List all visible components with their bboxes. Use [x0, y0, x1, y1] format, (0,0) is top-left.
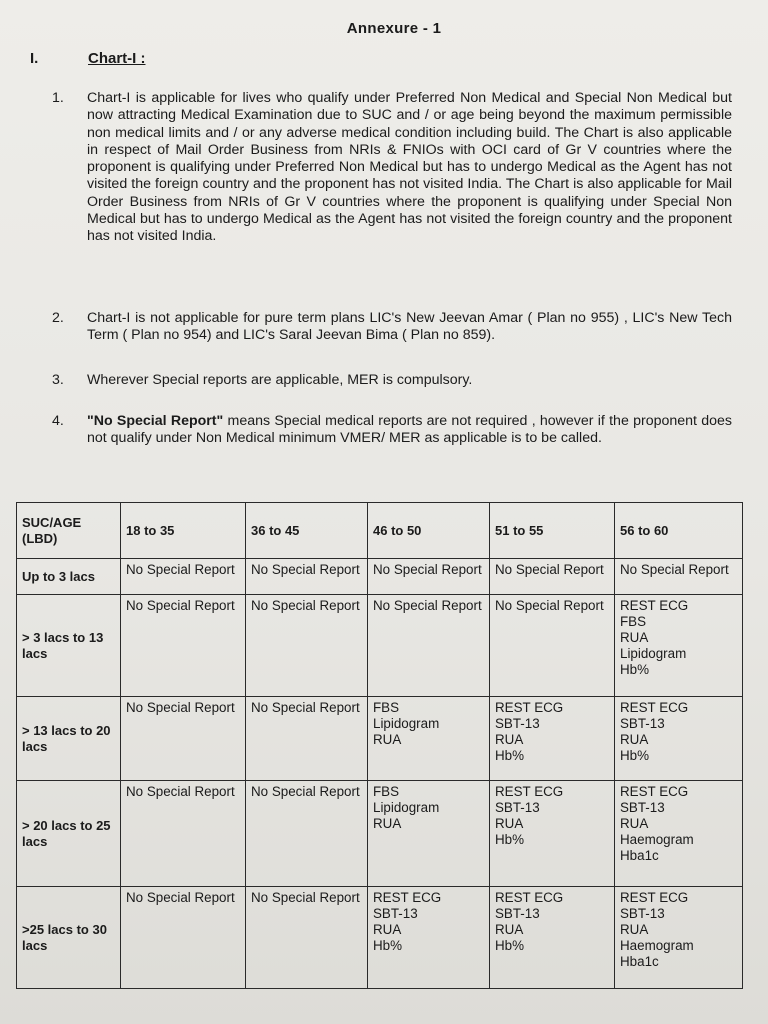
requirement-line: RUA [495, 732, 524, 747]
note-item-1 [52, 90, 732, 246]
sum-assured-label: Up to 3 lacs [17, 559, 121, 595]
requirement-line: Hb% [620, 748, 650, 763]
requirement-cell: No Special Report [246, 559, 368, 595]
requirement-cell: No Special Report [121, 559, 246, 595]
annexure-title: Annexure - 1 [346, 20, 442, 37]
note-number: 3. [52, 372, 64, 388]
age-header: 56 to 60 [615, 503, 743, 559]
requirement-line: Hb% [495, 832, 525, 847]
table-row [17, 559, 743, 595]
requirement-cell: No Special Report [121, 697, 246, 781]
requirement-line: RUA [620, 630, 649, 645]
requirement-cell: No Special Report [246, 697, 368, 781]
requirement-cell [368, 781, 490, 887]
requirement-line: SBT-13 [495, 800, 540, 815]
requirement-line: RUA [495, 816, 524, 831]
requirement-cell [490, 697, 615, 781]
requirement-cell: No Special Report [615, 559, 743, 595]
chart-table [16, 502, 743, 989]
requirement-line: SBT-13 [620, 906, 665, 921]
requirement-line: Hba1c [620, 954, 659, 969]
requirement-line: REST ECG [620, 784, 689, 799]
note-text: Wherever Special reports are applicable, MER is compulsory. [87, 372, 473, 388]
requirement-cell: No Special Report [368, 559, 490, 595]
section-number: I. [30, 50, 39, 67]
requirement-cell [615, 887, 743, 989]
requirement-cell [490, 887, 615, 989]
requirement-line: REST ECG [373, 890, 442, 905]
requirement-line: Lipidogram [373, 800, 440, 815]
sum-assured-label: > 3 lacs to 13 lacs [17, 595, 121, 697]
note-number: 4. [52, 413, 64, 429]
requirement-cell: No Special Report [490, 595, 615, 697]
sum-assured-label: >25 lacs to 30 lacs [17, 887, 121, 989]
requirement-line: REST ECG [495, 890, 564, 905]
requirement-line: REST ECG [495, 784, 564, 799]
requirement-line: REST ECG [495, 700, 564, 715]
requirement-cell [615, 595, 743, 697]
requirement-cell: No Special Report [368, 595, 490, 697]
requirement-line: RUA [495, 922, 524, 937]
requirement-line: FBS [373, 700, 400, 715]
age-header: 46 to 50 [368, 503, 490, 559]
note-text: Chart-I is applicable for lives who qualify under Preferred Non Medical and Special Non Medical but now attracting Medical Examination due to SUC and / or age being beyond the maximum permissible non medical limits and / or any adverse medical condition including build. The Chart is also applicable in respect of Mail Order Business from NRIs & FNIOs with OCI card of Gr V countries where the proponent is qualifying under Preferred Non Medical but has to undergo Medical as the Agent has not visited the foreign country and the proponent has not visited India. The Chart is also applicable for Mail Order Business from NRIs of Gr V countries where the proponent is qualifying under Special Non Medical but has to undergo Medical as the Agent has not visited the foreign country and the proponent has not visited India. [87, 90, 732, 245]
requirement-line: SBT-13 [495, 716, 540, 731]
requirement-cell [615, 781, 743, 887]
requirement-line: RUA [373, 816, 402, 831]
age-header: 18 to 35 [121, 503, 246, 559]
requirement-line: REST ECG [620, 890, 689, 905]
requirement-line: RUA [620, 922, 649, 937]
requirement-cell [368, 697, 490, 781]
requirement-line: Hb% [373, 938, 403, 953]
note-item-2 [52, 310, 732, 345]
note-bold-term: "No Special Report" [87, 413, 224, 429]
table-row [17, 781, 743, 887]
requirement-cell: No Special Report [121, 887, 246, 989]
requirement-line: Hb% [620, 662, 650, 677]
requirement-line: FBS [373, 784, 400, 799]
requirement-line: SBT-13 [495, 906, 540, 921]
requirement-cell: No Special Report [246, 887, 368, 989]
requirement-line: SBT-13 [620, 800, 665, 815]
sum-assured-label: > 20 lacs to 25 lacs [17, 781, 121, 887]
note-number: 2. [52, 310, 64, 326]
requirement-cell [615, 697, 743, 781]
note-item-3 [52, 372, 732, 389]
table-row [17, 595, 743, 697]
note-text-rest: means Special medical reports are not required , however if the proponent does not qualify under Non Medical minimum VMER/ MER as applicable is to be called. [87, 413, 732, 447]
requirement-line: Hba1c [620, 848, 659, 863]
requirement-line: FBS [620, 614, 647, 629]
requirement-line: Haemogram [620, 832, 694, 847]
requirement-line: SBT-13 [373, 906, 418, 921]
corner-header: SUC/AGE (LBD) [17, 503, 121, 559]
requirement-cell: No Special Report [246, 781, 368, 887]
requirement-line: Lipidogram [620, 646, 687, 661]
requirement-cell [490, 781, 615, 887]
note-number: 1. [52, 90, 64, 106]
table-row [17, 697, 743, 781]
requirement-line: Hb% [495, 938, 525, 953]
requirement-line: RUA [373, 732, 402, 747]
requirement-line: SBT-13 [620, 716, 665, 731]
medical-chart-table [16, 502, 742, 989]
requirement-line: REST ECG [620, 598, 689, 613]
requirement-cell: No Special Report [121, 595, 246, 697]
requirement-line: RUA [620, 816, 649, 831]
age-header: 36 to 45 [246, 503, 368, 559]
requirement-line: Haemogram [620, 938, 694, 953]
note-text [87, 413, 732, 448]
requirement-cell: No Special Report [490, 559, 615, 595]
requirement-line: RUA [373, 922, 402, 937]
requirement-line: REST ECG [620, 700, 689, 715]
requirement-cell: No Special Report [246, 595, 368, 697]
requirement-cell [368, 887, 490, 989]
chart-title: Chart-I : [88, 50, 146, 67]
requirement-line: Lipidogram [373, 716, 440, 731]
table-row [17, 887, 743, 989]
header-row [17, 503, 743, 559]
requirement-cell: No Special Report [121, 781, 246, 887]
note-text: Chart-I is not applicable for pure term plans LIC's New Jeevan Amar ( Plan no 955) , LIC's New Tech Term ( Plan no 954) and LIC's Saral Jeevan Bima ( Plan no 859). [87, 310, 732, 344]
age-header: 51 to 55 [490, 503, 615, 559]
note-item-4 [52, 413, 732, 448]
sum-assured-label: > 13 lacs to 20 lacs [17, 697, 121, 781]
requirement-line: Hb% [495, 748, 525, 763]
requirement-line: RUA [620, 732, 649, 747]
